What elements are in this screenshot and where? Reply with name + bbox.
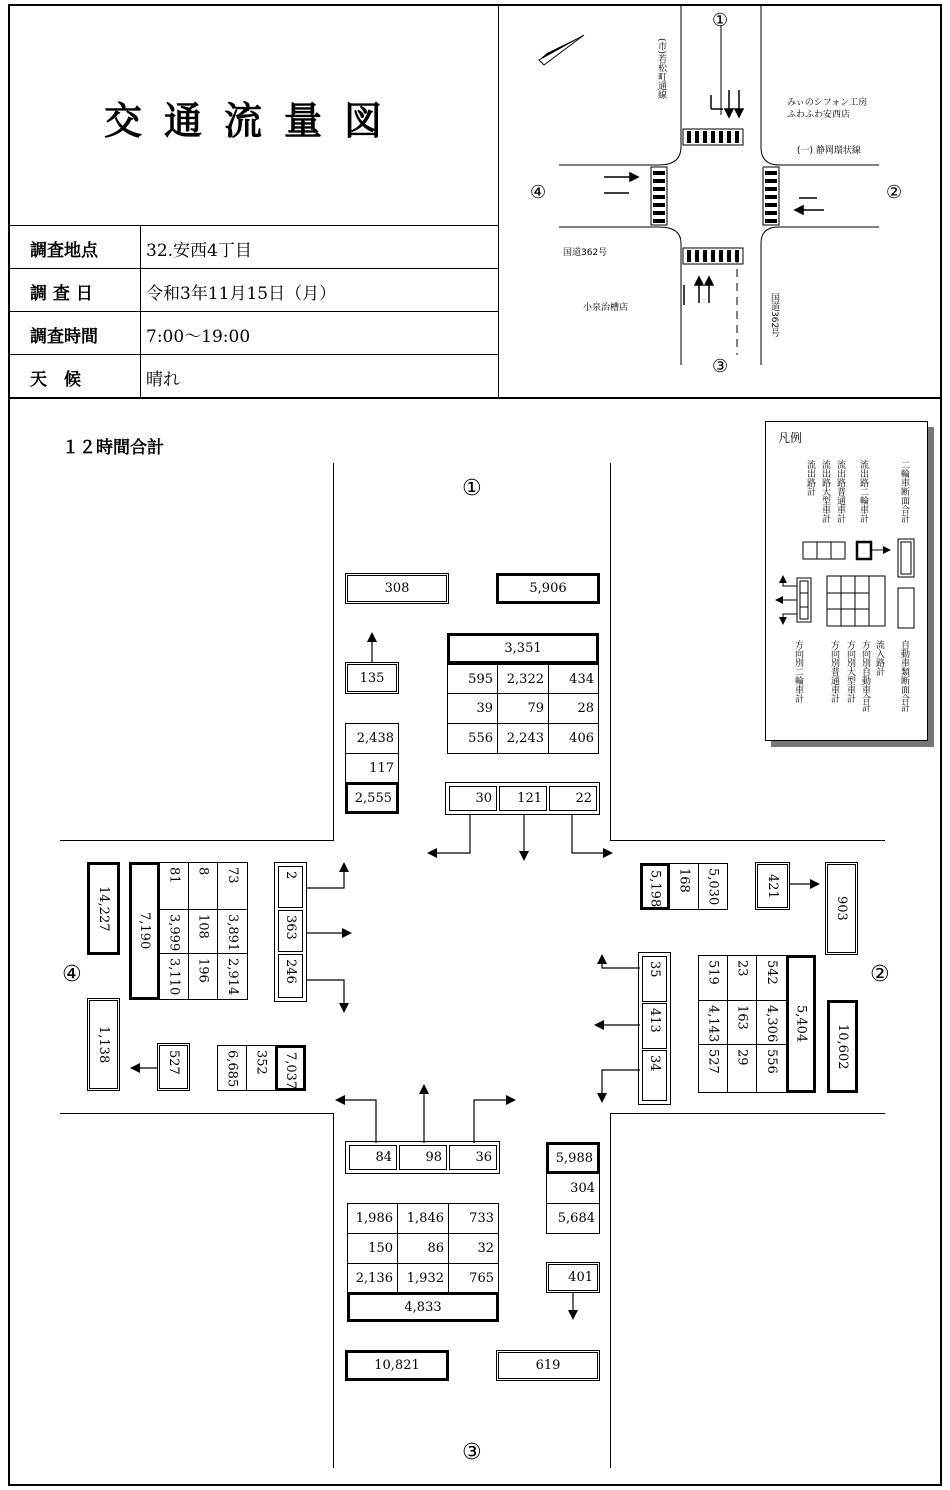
legend-bottom-1: 方向別二輪車計 — [793, 640, 803, 703]
a3-out-total: 5,988 — [546, 1142, 600, 1174]
a4-normal-1: 73 — [217, 862, 248, 910]
a4-out-normal: 6,685 — [217, 1045, 247, 1091]
legend-bottom-2: 方向別普通車計 — [829, 640, 839, 703]
a1-out-normal: 2,438 — [345, 723, 399, 754]
a1-large-right: 28 — [548, 693, 599, 724]
a3-moto-left: 84 — [349, 1145, 397, 1170]
a2-auto-3: 527 — [698, 1044, 728, 1093]
legend-bottom-4: 方向別自動車合計 — [860, 640, 870, 712]
legend-bottom-3: 方向別大型車計 — [845, 640, 855, 703]
map-shop-top: みぃのシフォン工房 — [787, 98, 868, 108]
time-label: 調査時間 — [30, 327, 98, 347]
a1-out-total: 2,555 — [345, 782, 399, 814]
a3-normal-through: 1,932 — [397, 1263, 449, 1293]
a4-outflow-moto: 527 — [157, 1043, 190, 1091]
map-road-shizuoka: (一) 静岡環状線 — [797, 146, 861, 156]
a1-auto-right: 434 — [548, 664, 599, 694]
a4-auto-3: 3,110 — [159, 953, 189, 1000]
a1-normal-left: 556 — [447, 723, 498, 754]
a1-large-through: 79 — [497, 693, 549, 724]
map-dir-2: ② — [886, 182, 903, 203]
a4-moto-2: 363 — [278, 910, 303, 952]
a3-inflow-total: 4,833 — [347, 1292, 499, 1322]
weather-label: 天 候 — [30, 370, 81, 390]
time-value: 7:00～19:00 — [146, 327, 251, 347]
a1-auto-through: 2,322 — [497, 664, 549, 694]
a1-outflow-total: 308 — [345, 573, 449, 604]
a3-auto-through: 1,846 — [397, 1203, 449, 1234]
date-label: 調 査 日 — [30, 284, 93, 304]
a3-moto-through: 98 — [399, 1145, 447, 1170]
a2-large-2: 163 — [727, 1000, 757, 1045]
map-dir-3: ③ — [712, 356, 729, 377]
legend-title: 凡例 — [778, 431, 803, 445]
a3-moto-right: 36 — [449, 1145, 497, 1170]
a4-large-1: 8 — [188, 862, 218, 910]
section-title: １２時間合計 — [62, 438, 164, 458]
a4-moto-3: 246 — [278, 954, 303, 998]
a1-moto-left: 30 — [449, 786, 497, 811]
a1-large-left: 39 — [447, 693, 498, 724]
a1-section-total: 5,906 — [496, 573, 600, 604]
a1-normal-right: 406 — [548, 723, 599, 754]
legend-bottom-6: 自動車類断面合計 — [899, 640, 909, 712]
location-label: 調査地点 — [30, 241, 98, 261]
a1-inflow-total: 3,351 — [447, 633, 599, 664]
legend-top-2: 流出路大型車計 — [820, 460, 830, 523]
a2-normal-1: 542 — [756, 955, 787, 1001]
legend-top-5: 二輪車断面合計 — [899, 460, 909, 523]
a1-moto-through: 121 — [499, 786, 547, 811]
a4-large-3: 196 — [188, 953, 218, 1000]
a4-large-2: 108 — [188, 909, 218, 954]
a3-large-right: 32 — [448, 1233, 499, 1264]
dir-label-3: ③ — [462, 1440, 482, 1465]
a1-auto-left: 595 — [447, 664, 498, 694]
legend-top-3: 流出路普通車計 — [835, 460, 845, 523]
dir-label-1: ① — [462, 476, 482, 501]
legend-top-4: 流出路二輪車計 — [858, 460, 868, 523]
a4-moto-section: 1,138 — [87, 998, 120, 1091]
a4-normal-3: 2,914 — [217, 953, 248, 1000]
a2-inflow-total: 5,404 — [786, 955, 816, 1093]
dir-label-2: ② — [870, 962, 890, 987]
a3-section-total: 10,821 — [345, 1350, 449, 1381]
legend-top-1: 流出路計 — [805, 460, 815, 496]
a2-section-total: 10,602 — [827, 1000, 858, 1093]
a4-auto-1: 81 — [159, 862, 189, 910]
a4-out-total: 7,037 — [275, 1045, 306, 1091]
a2-large-1: 23 — [727, 955, 757, 1001]
dir-label-4: ④ — [62, 962, 82, 987]
map-road-362-right: 国道362号 — [769, 293, 779, 338]
a3-auto-right: 733 — [448, 1203, 499, 1234]
a2-moto-left: 35 — [642, 956, 667, 1002]
a3-large-left: 150 — [347, 1233, 398, 1264]
a2-out-large: 168 — [669, 863, 699, 910]
a2-out-normal: 5,030 — [698, 863, 728, 910]
location-value: 32.安西4丁目 — [146, 241, 252, 261]
a4-moto-1: 2 — [278, 866, 303, 908]
a2-auto-2: 4,143 — [698, 1000, 728, 1045]
a4-auto-2: 3,999 — [159, 909, 189, 954]
a2-large-3: 29 — [727, 1044, 757, 1093]
a4-inflow-total: 7,190 — [129, 862, 160, 1000]
map-dir-4: ④ — [530, 182, 547, 203]
legend-bottom-5: 流入路計 — [874, 640, 884, 676]
page-title: 交通流量図 — [103, 99, 404, 143]
a3-moto-section: 619 — [496, 1350, 600, 1381]
a1-moto-right: 22 — [549, 786, 597, 811]
date-value: 令和3年11月15日（月） — [146, 284, 337, 304]
a3-out-large: 304 — [546, 1173, 600, 1204]
a2-moto-right: 34 — [642, 1050, 667, 1101]
map-shop-top2: ふわふわ安西店 — [787, 110, 851, 120]
map-dir-1: ① — [712, 10, 729, 31]
a3-normal-right: 765 — [448, 1263, 499, 1293]
a3-out-normal: 5,684 — [546, 1203, 600, 1234]
a3-large-through: 86 — [397, 1233, 449, 1264]
a2-outflow-moto: 421 — [755, 862, 790, 910]
a4-normal-2: 3,891 — [217, 909, 248, 954]
a4-out-large: 352 — [246, 1045, 276, 1091]
map-road-362-left: 国道362号 — [563, 248, 608, 258]
a2-out-total: 5,198 — [640, 863, 670, 910]
a1-out-large: 117 — [345, 753, 399, 783]
map-shop-bottom: 小泉治槽店 — [583, 303, 629, 313]
map-road-wakamatsu: (市)若松町通線 — [656, 38, 666, 100]
a2-auto-1: 519 — [698, 955, 728, 1001]
a3-normal-left: 2,136 — [347, 1263, 398, 1293]
a2-normal-2: 4,306 — [756, 1000, 787, 1045]
a1-normal-through: 2,243 — [497, 723, 549, 754]
a3-auto-left: 1,986 — [347, 1203, 398, 1234]
a2-normal-3: 556 — [756, 1044, 787, 1093]
a2-moto-through: 413 — [642, 1003, 667, 1049]
a4-section-total: 14,227 — [87, 862, 120, 955]
a1-outflow-moto: 135 — [345, 662, 399, 694]
a3-outflow-moto: 401 — [546, 1262, 600, 1293]
weather-value: 晴れ — [146, 370, 180, 390]
a2-moto-section: 903 — [825, 862, 858, 955]
